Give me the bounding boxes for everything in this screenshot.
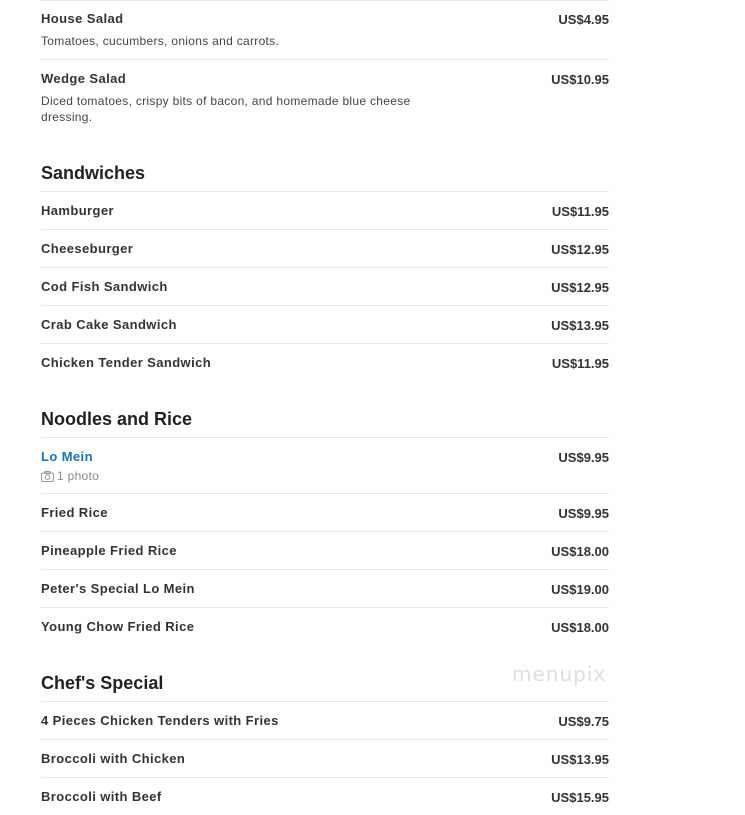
item-price: US$9.95: [558, 450, 609, 465]
camera-icon: [41, 471, 54, 482]
item-price: US$4.95: [558, 12, 609, 27]
item-price: US$13.95: [551, 752, 609, 767]
item-price: US$11.95: [551, 204, 609, 219]
menu-item-crab-cake-sandwich: [41, 305, 609, 343]
item-name: Cod Fish Sandwich: [41, 279, 168, 294]
menu-item-house-salad: [41, 0, 609, 59]
menu-item-chicken-tenders-with-fries: [41, 701, 609, 739]
menu-item-broccoli-with-beef: [41, 777, 609, 815]
item-name: Hamburger: [41, 203, 114, 218]
item-name: Crab Cake Sandwich: [41, 317, 177, 332]
item-description: Diced tomatoes, crispy bits of bacon, and homemade blue cheese dressing.: [41, 94, 411, 124]
item-name: House Salad: [41, 11, 124, 26]
menu-item-cod-fish-sandwich: [41, 267, 609, 305]
section-title-sandwiches: Sandwiches: [41, 163, 146, 183]
item-name: Broccoli with Beef: [41, 789, 162, 804]
item-price: US$12.95: [551, 242, 609, 257]
item-name: 4 Pieces Chicken Tenders with Fries: [41, 713, 279, 728]
menu-item-broccoli-with-chicken: [41, 739, 609, 777]
menu-item-pineapple-fried-rice: [41, 531, 609, 569]
menu-item-cheeseburger: [41, 229, 609, 267]
item-name: Peter's Special Lo Mein: [41, 581, 195, 596]
item-price: US$9.95: [558, 506, 609, 521]
watermark-logo: menupix: [512, 662, 607, 686]
item-price: US$19.00: [551, 582, 609, 597]
menu-item-hamburger: [41, 191, 609, 229]
menu-item-chicken-tender-sandwich: [41, 343, 609, 381]
menu-item-lo-mein: [41, 437, 609, 493]
item-price: US$15.95: [551, 790, 609, 805]
menu-list: [41, 0, 609, 815]
menu-item-fried-rice: [41, 493, 609, 531]
section-title-chefs-special: Chef's Special: [41, 673, 164, 693]
item-price: US$11.95: [551, 356, 609, 371]
menu-item-young-chow-fried-rice: [41, 607, 609, 645]
item-name: Pineapple Fried Rice: [41, 543, 177, 558]
menu-item-peters-special-lo-mein: [41, 569, 609, 607]
item-name: Broccoli with Chicken: [41, 751, 186, 766]
item-name-link[interactable]: Lo Mein: [41, 449, 93, 464]
item-name: Fried Rice: [41, 505, 108, 520]
item-price: US$18.00: [551, 620, 609, 635]
photo-count[interactable]: [41, 469, 461, 483]
item-name: Chicken Tender Sandwich: [41, 355, 212, 370]
item-name: Young Chow Fried Rice: [41, 619, 195, 634]
item-price: US$10.95: [551, 72, 609, 87]
menu-item-wedge-salad: [41, 59, 609, 135]
photo-count-label: 1 photo: [57, 469, 100, 483]
section-title-noodles-and-rice: Noodles and Rice: [41, 409, 193, 429]
item-name: Cheeseburger: [41, 241, 134, 256]
item-price: US$12.95: [551, 280, 609, 295]
item-price: US$13.95: [551, 318, 609, 333]
item-description: Tomatoes, cucumbers, onions and carrots.: [41, 34, 280, 48]
item-price: US$18.00: [551, 544, 609, 559]
item-name: Wedge Salad: [41, 71, 127, 86]
item-price: US$9.75: [558, 714, 609, 729]
